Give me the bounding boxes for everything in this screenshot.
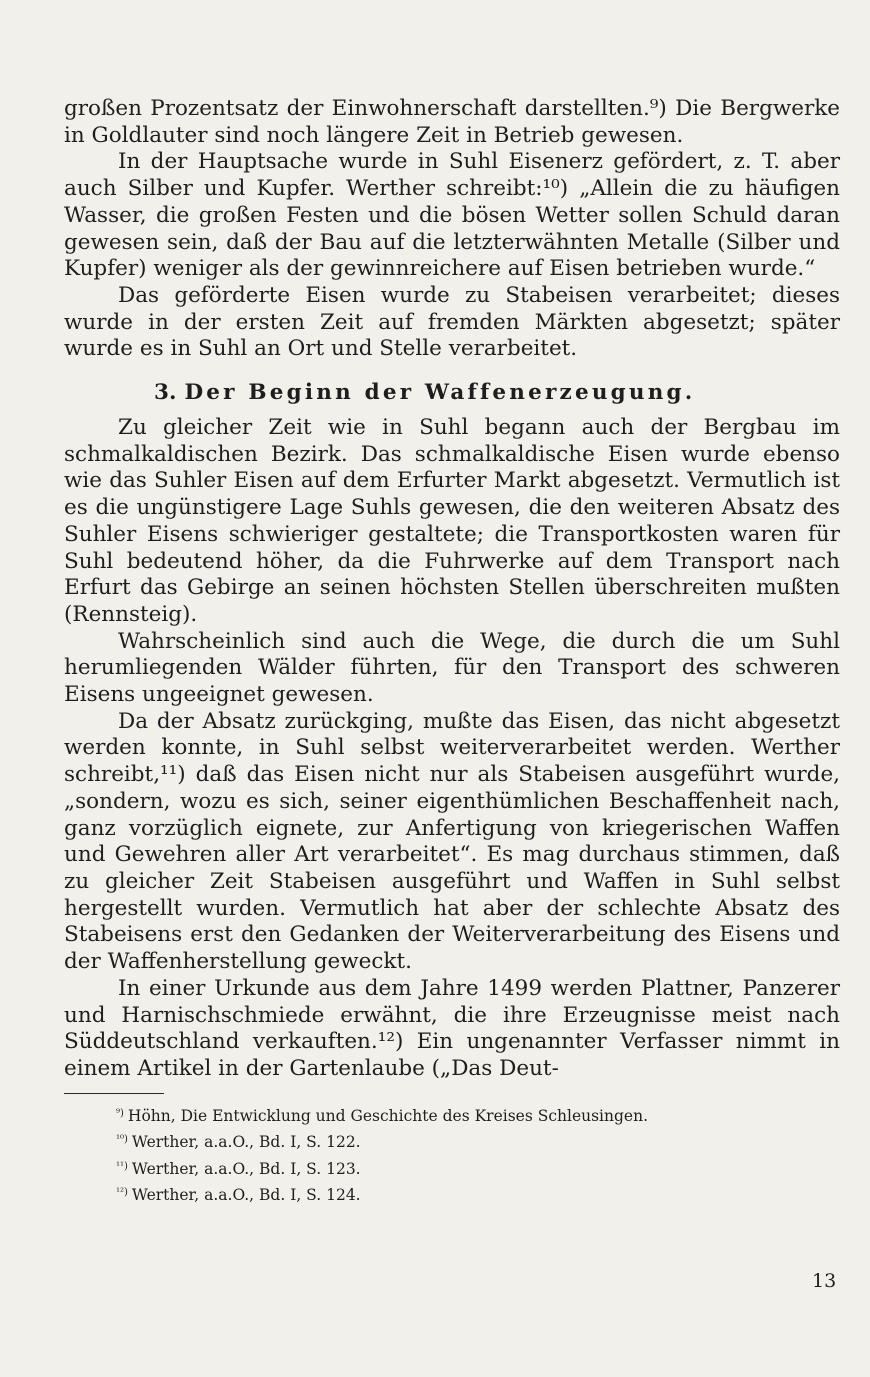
body-paragraph: Wahrscheinlich sind auch die Wege, die durch die um Suhl herumliegenden Wälder führten, für den Transport des schweren Eisens ungeeignet gewesen.: [64, 628, 840, 708]
body-paragraph: Da der Absatz zurückging, mußte das Eisen, das nicht abgesetzt werden konnte, in Suhl selbst weiterverarbeitet werden. Werther schreibt,¹¹) daß das Eisen nicht nur als Stabeisen ausgeführt wurde, „sondern, wozu es sich, seiner eigenthümlichen Beschaffenheit nach, ganz vorzüglich eignete, zur Anfertigung von kriegerischen Waffen und Gewehren aller Art verarbeitet“. Es mag durchaus stimmen, daß zu gleicher Zeit Stabeisen ausgeführt und Waffen in Suhl selbst hergestellt wurden. Vermutlich hat aber der schlechte Absatz des Stabeisens erst den Gedanken der Weiterverarbeitung des Eisens und der Waffenherstellung geweckt.: [64, 708, 840, 975]
section-title: Der Beginn der Waffenerzeugung.: [184, 380, 696, 406]
section-heading: [64, 379, 840, 407]
footnote-text: Werther, a.a.O., Bd. I, S. 124.: [131, 1186, 361, 1205]
footnote-mark: ⁹): [116, 1107, 124, 1119]
page-number: 13: [812, 1270, 837, 1292]
body-paragraph: In der Hauptsache wurde in Suhl Eisenerz gefördert, z. T. aber auch Silber und Kupfer. Werther schreibt:¹⁰) „Allein die zu häufigen Wasser, die großen Festen und die bösen Wetter sollen Schuld daran gewesen sein, daß der Bau auf die letzterwähnten Metalle (Silber und Kupfer) weniger als der gewinnreichere auf Eisen betrieben wurde.“: [64, 149, 840, 282]
body-paragraph: großen Prozentsatz der Einwohnerschaft darstellten.⁹) Die Bergwerke in Goldlauter sind noch längere Zeit in Betrieb gewesen.: [64, 96, 840, 148]
body-paragraph: Zu gleicher Zeit wie in Suhl begann auch der Bergbau im schmalkaldischen Bezirk. Das schmalkaldische Eisen wurde ebenso wie das Suhler Eisen auf dem Erfurter Markt abgesetzt. Vermutlich ist es die ungünstigere Lage Suhls gewesen, die den weiteren Absatz des Suhler Eisens schwieriger gestaltete; die Transportkosten waren für Suhl bedeutend höher, da die Fuhrwerke auf dem Transport nach Erfurt das Gebirge an seinen höchsten Stellen überschreiten mußten (Rennsteig).: [64, 415, 840, 627]
footnote: [116, 1128, 840, 1155]
footnote-mark: ¹⁰): [116, 1134, 128, 1146]
footnote-text: Werther, a.a.O., Bd. I, S. 123.: [131, 1159, 361, 1178]
footnote-separator: [64, 1093, 164, 1094]
body-paragraph: In einer Urkunde aus dem Jahre 1499 werden Plattner, Panzerer und Harnischschmiede erwähnt, die ihre Erzeugnisse meist nach Süddeutschland verkauften.¹²) Ein ungenannter Verfasser nimmt in einem Artikel in der Gartenlaube („Das Deut-: [64, 975, 840, 1081]
footnotes: [64, 1102, 840, 1208]
footnote-mark: ¹¹): [116, 1160, 128, 1172]
footnote: [116, 1102, 840, 1129]
footnote-mark: ¹²): [116, 1187, 128, 1199]
footnote-text: Höhn, Die Entwicklung und Geschichte des Kreises Schleusingen.: [127, 1106, 649, 1125]
footnote-text: Werther, a.a.O., Bd. I, S. 122.: [131, 1133, 361, 1152]
footnote: [116, 1181, 840, 1208]
section-number: 3.: [154, 380, 177, 406]
footnote: [116, 1155, 840, 1182]
book-page: [64, 96, 840, 1208]
body-paragraph: Das geförderte Eisen wurde zu Stabeisen verarbeitet; dieses wurde in der ersten Zeit auf fremden Märkten abgesetzt; später wurde es in Suhl an Ort und Stelle verarbeitet.: [64, 282, 840, 362]
